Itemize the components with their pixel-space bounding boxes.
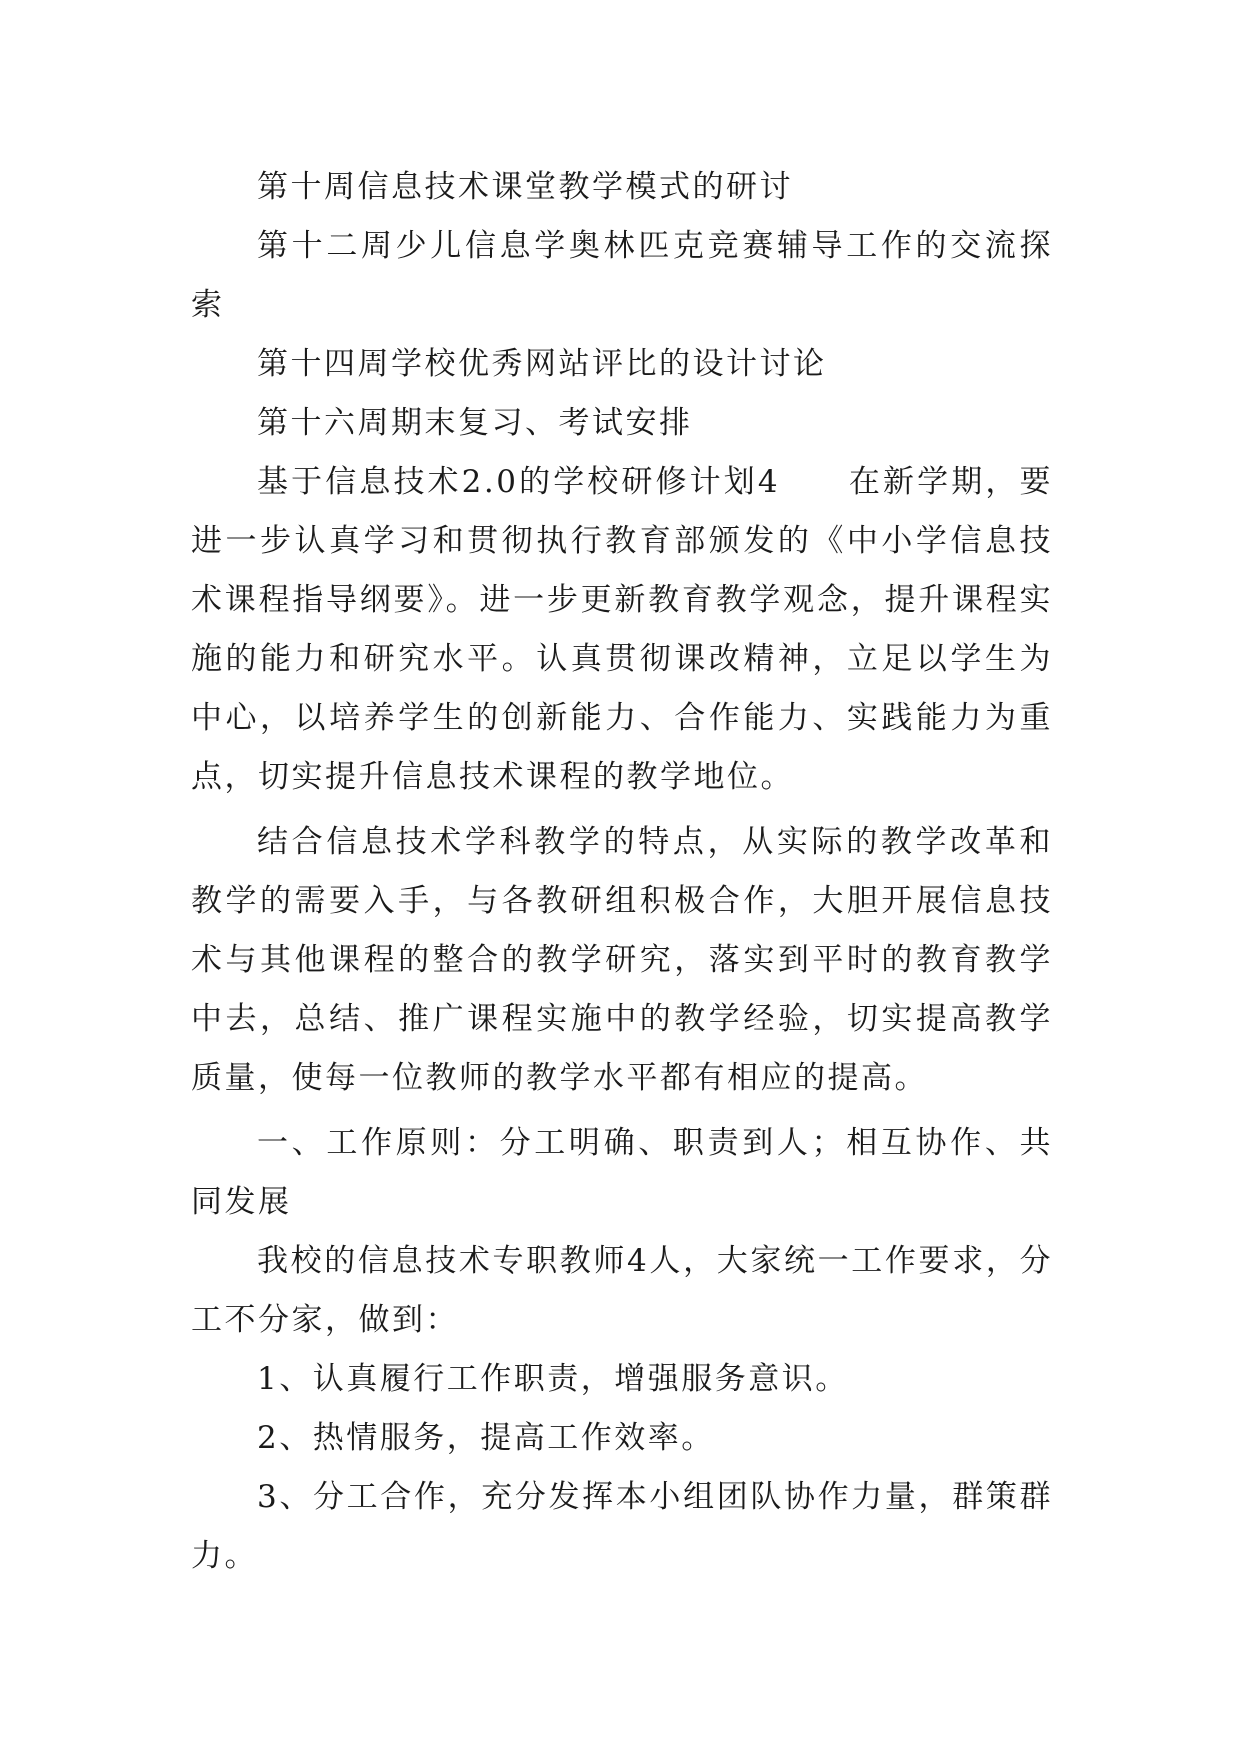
document-body bbox=[191, 158, 1053, 1586]
paragraph-week-12: 第十二周少儿信息学奥林匹克竞赛辅导工作的交流探索 bbox=[191, 228, 1053, 323]
paragraph-week-10: 第十周信息技术课堂教学模式的研讨 bbox=[257, 169, 793, 205]
list-item-1: 1、认真履行工作职责，增强服务意识。 bbox=[257, 1361, 849, 1397]
paragraph-week-14: 第十四周学校优秀网站评比的设计讨论 bbox=[257, 346, 827, 382]
paragraph-week-16: 第十六周期末复习、考试安排 bbox=[257, 405, 693, 441]
paragraph-plan-intro: 基于信息技术2.0的学校研修计划4 在新学期，要进一步认真学习和贯彻执行教育部颁发的《中小学信息技术课程指导纲要》。进一步更新教育教学观念，提升课程实施的能力和研究水平。认真贯彻课改精神，立足以学生为中心，以培养学生的创新能力、合作能力、实践能力为重点，切实提升信息技术课程的教学地位。 bbox=[191, 464, 1053, 795]
paragraph-teachers: 我校的信息技术专职教师4人，大家统一工作要求，分工不分家，做到： bbox=[191, 1243, 1053, 1338]
list-item-3: 3、分工合作，充分发挥本小组团队协作力量，群策群力。 bbox=[191, 1479, 1053, 1574]
paragraph-work-principle: 一、工作原则：分工明确、职责到人；相互协作、共同发展 bbox=[191, 1125, 1053, 1220]
paragraph-integration: 结合信息技术学科教学的特点，从实际的教学改革和教学的需要入手，与各教研组积极合作，大胆开展信息技术与其他课程的整合的教学研究，落实到平时的教育教学中去，总结、推广课程实施中的教学经验，切实提高教学质量，使每一位教师的教学水平都有相应的提高。 bbox=[191, 824, 1053, 1096]
list-item-2: 2、热情服务，提高工作效率。 bbox=[257, 1420, 715, 1456]
